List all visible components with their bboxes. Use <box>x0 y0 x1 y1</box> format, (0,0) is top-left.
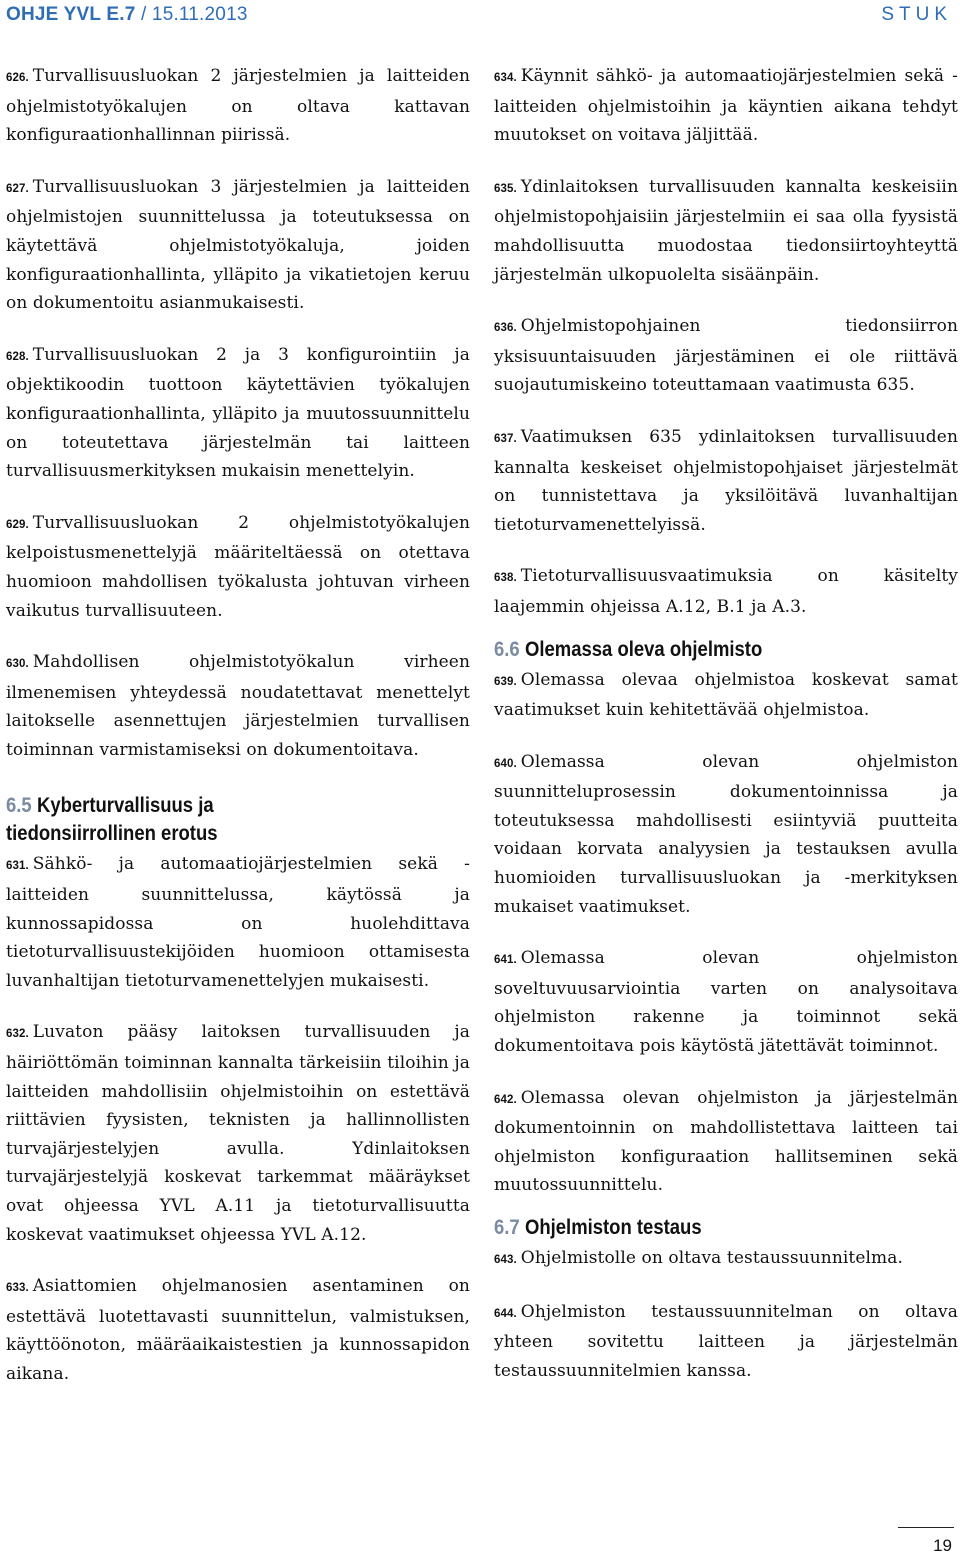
paragraph-number: 641. <box>494 954 517 967</box>
paragraph-number: 635. <box>494 182 517 195</box>
paragraph-text: Olemassa olevan ohjelmiston ja järjestelmän dokumentoinnin on mahdollistettava laitteen tai ohjelmiston konfiguraation hallitseminen sekä muutossuunnittelu. <box>494 1087 958 1196</box>
paragraph-630 <box>6 648 470 764</box>
paragraph-628 <box>6 341 470 486</box>
paragraph-number: 644. <box>494 1307 517 1320</box>
paragraph-text: Olemassa olevan ohjelmiston suunnitteluprosessin dokumentoinnissa ja toteutuksessa mahdollisesti esiintyviä puutteita voidaan korvata analyysien ja testauksen avulla huomioiden turvallisuusluokan ja -merkityksen mukaiset vaatimukset. <box>494 751 958 917</box>
paragraph-text: Asiattomien ohjelmanosien asentaminen on estettävä luotettavasti suunnittelun, valmistuksen, käyttöönoton, määräaikaistestien ja kunnossapidon aikana. <box>6 1276 470 1384</box>
paragraph-627 <box>6 173 470 318</box>
paragraph-631 <box>6 850 470 995</box>
section-title-line1: Kyberturvallisuus ja <box>36 794 214 818</box>
paragraph-text: Turvallisuusluokan 3 järjestelmien ja laitteiden ohjelmistojen suunnittelussa ja toteutuksessa on käytettävä ohjelmistotyökaluja, joiden konfiguraationhallinta, ylläpito ja vikatietojen keruu on dokumentoitu asianmukaisesti. <box>6 176 470 314</box>
paragraph-number: 631. <box>6 860 29 873</box>
doc-reference <box>6 4 248 26</box>
paragraph-number: 632. <box>6 1028 29 1041</box>
section-title-line2: tiedonsiirrollinen erotus <box>6 822 218 846</box>
paragraph-text: Ohjelmistolle on oltava testaussuunnitelma. <box>520 1248 904 1268</box>
paragraph-number: 634. <box>494 72 517 84</box>
paragraph-635 <box>494 173 958 289</box>
section-title: Olemassa oleva ohjelmisto <box>524 637 763 661</box>
paragraph-number: 636. <box>494 322 517 335</box>
doc-code: OHJE YVL E.7 <box>6 4 136 25</box>
paragraph-number: 640. <box>494 757 517 770</box>
page-header <box>0 0 960 38</box>
paragraph-text: Sähkö- ja automaatiojärjestelmien sekä -laitteiden suunnittelussa, käytössä ja kunnossapidossa on huolehdittava tietoturvallisuustekijöiden huomioon ottamisesta luvanhaltijan tietoturvamenettelyjen mukaisesti. <box>6 854 470 991</box>
section-heading-6-5 <box>6 792 414 848</box>
paragraph-text: Vaatimuksen 635 ydinlaitoksen turvallisuuden kannalta keskeiset ohjelmistopohjaiset järjestelmät on tunnistettava ja yksilöitävä luvanhaltijan tietoturvamenettelyissä. <box>494 426 958 535</box>
paragraph-text: Olemassa olevan ohjelmiston soveltuvuusarviointia varten on analysoitava ohjelmiston rakenne ja toiminnot sekä dokumentoitava pois käytöstä jätettävät toiminnot. <box>494 948 958 1057</box>
paragraph-number: 628. <box>6 350 29 363</box>
paragraph-text: Turvallisuusluokan 2 ja 3 konfigurointiin ja objektikoodin tuottoon käytettävien työkalujen konfiguraationhallinta, ylläpito ja muutossuunnittelu on toteutettava järjestelmän tai laitteen turvallisuusmerkityksen mukaisin menettelyin. <box>6 344 470 482</box>
paragraph-text: Ydinlaitoksen turvallisuuden kannalta keskeisiin ohjelmistopohjaisiin järjestelmiin ei saa olla fyysistä mahdollisuutta muodostaa tiedonsiirtoyhteyttä järjestelmän ulkopuolelta sisäänpäin. <box>494 176 958 285</box>
section-title: Ohjelmiston testaus <box>524 1216 702 1239</box>
paragraph-634 <box>494 62 958 150</box>
paragraph-number: 643. <box>494 1254 517 1266</box>
paragraph-number: 637. <box>494 432 517 445</box>
paragraph-644 <box>494 1298 958 1386</box>
paragraph-text: Luvaton pääsy laitoksen turvallisuuden ja häiriöttömän toiminnan kannalta tärkeisiin tiloihin ja laitteiden mahdollisiin ohjelmistoihin on estettävä riittävien fyysisten, teknisten ja hallinnollisten turvajärjestelyjen avulla. Ydinlaitoksen turvajärjestelyjä koskevat tarkemmat määräykset ovat ohjeessa YVL A.11 ja tietoturvallisuutta koskevat vaatimukset ohjeessa YVL A.12. <box>6 1022 470 1245</box>
paragraph-number: 626. <box>6 72 29 84</box>
paragraph-639 <box>494 666 958 725</box>
paragraph-638 <box>494 562 958 621</box>
paragraph-number: 638. <box>494 572 517 585</box>
page-number-rule <box>898 1527 954 1528</box>
paragraph-640 <box>494 748 958 922</box>
section-number: 6.6 <box>494 637 520 661</box>
paragraph-text: Ohjelmiston testaussuunnitelman on oltava yhteen sovitettu laitteen ja järjestelmän testaussuunnitelmien kanssa. <box>494 1301 958 1381</box>
paragraph-641 <box>494 944 958 1060</box>
paragraph-text: Mahdollisen ohjelmistotyökalun virheen ilmenemisen yhteydessä noudatettavat menettelyt laitokselle asennettujen järjestelmien turvallisen toiminnan varmistamiseksi on dokumentoitava. <box>6 652 470 760</box>
section-number: 6.7 <box>494 1216 520 1239</box>
page-number: 19 <box>933 1536 952 1555</box>
paragraph-text: Tietoturvallisuusvaatimuksia on käsitelty laajemmin ohjeissa A.12, B.1 ja A.3. <box>494 566 958 617</box>
paragraph-642 <box>494 1084 958 1200</box>
paragraph-number: 642. <box>494 1093 517 1106</box>
paragraph-number: 629. <box>6 518 29 531</box>
paragraph-number: 639. <box>494 675 517 688</box>
paragraph-633 <box>6 1272 470 1388</box>
paragraph-number: 630. <box>6 658 29 671</box>
right-column <box>494 62 958 1408</box>
paragraph-632 <box>6 1018 470 1249</box>
section-heading-6-7 <box>494 1214 902 1242</box>
paragraph-number: 633. <box>6 1282 29 1295</box>
org-name: STUK <box>881 4 952 25</box>
paragraph-number: 627. <box>6 182 29 195</box>
paragraph-text: Käynnit sähkö- ja automaatiojärjestelmien sekä -laitteiden ohjelmistoihin ja käyntien aikana tehdyt muutokset on voitava jäljittää. <box>494 66 958 146</box>
paragraph-text: Ohjelmistopohjainen tiedonsiirron yksisuuntaisuuden järjestäminen ei ole riittävä suojautumiskeino toteuttamaan vaatimusta 635. <box>494 316 958 396</box>
paragraph-text: Olemassa olevaa ohjelmistoa koskevat samat vaatimukset kuin kehitettävää ohjelmistoa. <box>494 669 958 721</box>
section-heading-6-6 <box>494 636 902 664</box>
section-number: 6.5 <box>6 794 32 818</box>
doc-date: / 15.11.2013 <box>135 4 248 25</box>
paragraph-626 <box>6 62 470 150</box>
left-column <box>6 62 470 1412</box>
paragraph-643 <box>494 1244 958 1275</box>
paragraph-636 <box>494 312 958 400</box>
paragraph-637 <box>494 423 958 539</box>
paragraph-629 <box>6 509 470 625</box>
paragraph-text: Turvallisuusluokan 2 järjestelmien ja laitteiden ohjelmistotyökalujen on oltava kattavan konfiguraationhallinnan piirissä. <box>6 66 470 146</box>
paragraph-text: Turvallisuusluokan 2 ohjelmistotyökalujen kelpoistusmenettelyjä määriteltäessä on otettava huomioon mahdollisen työkalusta johtuvan virheen vaikutus turvallisuuteen. <box>6 512 470 621</box>
